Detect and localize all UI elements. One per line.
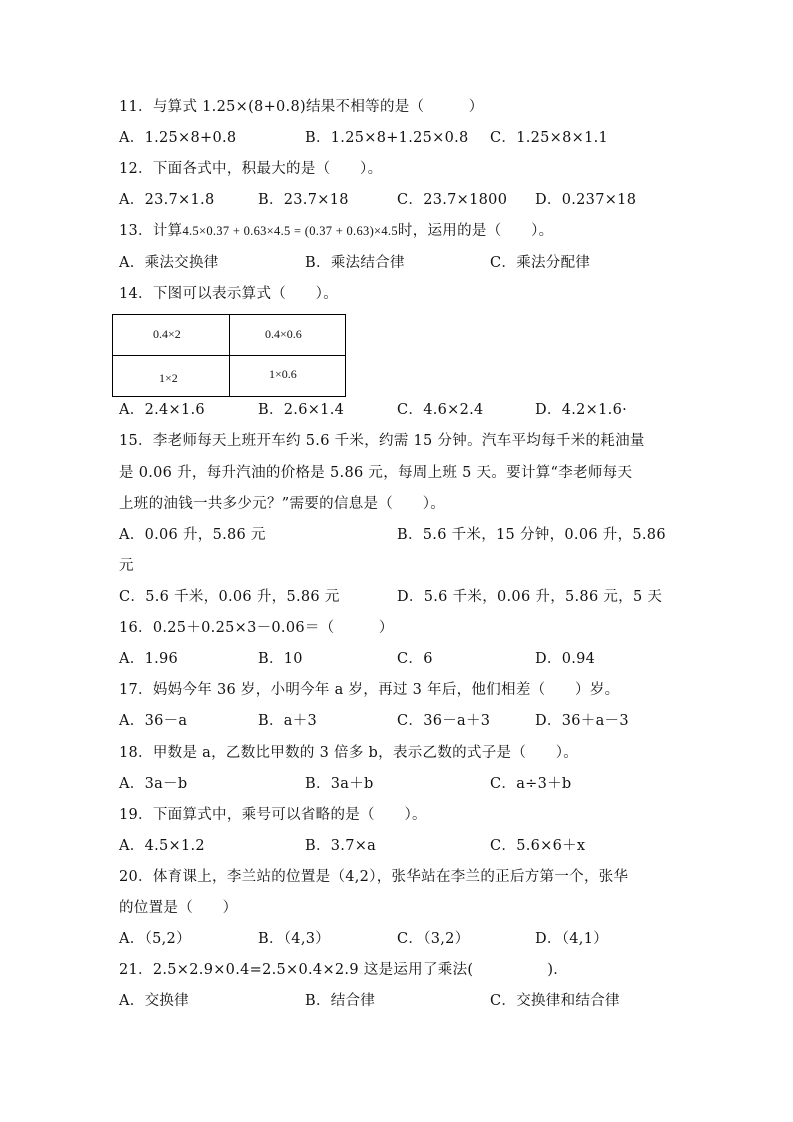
question-14-option-b[interactable]: B．2.6×1.4 [258, 402, 345, 418]
question-20-option-b[interactable]: B．（4,3） [258, 931, 331, 947]
question-13-suffix: 时，运用的是（ ）。 [397, 223, 554, 239]
question-13-option-c[interactable]: C．乘法分配律 [490, 255, 591, 271]
question-15-option-c[interactable]: C．5.6 千米，0.06 升，5.86 元 [119, 589, 340, 605]
question-20-option-a[interactable]: A．（5,2） [119, 931, 191, 947]
grid-cell-bottom-left: 1×2 [159, 371, 178, 385]
question-17-stem: 17．妈妈今年 36 岁，小明今年 a 岁，再过 3 年后，他们相差（ ）岁。 [119, 682, 620, 698]
question-18-stem: 18．甲数是 a，乙数比甲数的 3 倍多 b，表示乙数的式子是（ ）。 [119, 745, 579, 761]
question-14-option-c[interactable]: C．4.6×2.4 [397, 402, 484, 418]
question-20-stem-line-2: 的位置是（ ） [119, 900, 238, 916]
grid-horizontal-line [113, 355, 345, 356]
question-18-option-c[interactable]: C．a÷3＋b [490, 776, 572, 792]
question-13-option-a[interactable]: A．乘法交换律 [119, 255, 219, 271]
question-20-option-c[interactable]: C．（3,2） [397, 931, 470, 947]
question-16-option-b[interactable]: B．10 [258, 651, 303, 667]
question-15-stem-line-3: 上班的油钱一共多少元？”需要的信息是（ ）。 [119, 496, 446, 512]
question-12-stem: 12．下面各式中，积最大的是（ ）。 [119, 161, 383, 177]
question-19-option-b[interactable]: B．3.7×a [305, 838, 377, 854]
question-12-option-c[interactable]: C．23.7×1800 [397, 192, 508, 208]
question-17-option-d[interactable]: D．36＋a－3 [535, 713, 629, 729]
question-11-option-c[interactable]: C．1.25×8×1.1 [490, 130, 609, 146]
question-21-stem: 21．2.5×2.9×0.4=2.5×0.4×2.9 这是运用了乘法( )． [119, 962, 569, 978]
grid-cell-top-right: 0.4×0.6 [265, 327, 302, 341]
question-18-option-a[interactable]: A．3a－b [119, 776, 188, 792]
question-13-prefix: 13．计算 [119, 223, 183, 239]
question-19-option-a[interactable]: A．4.5×1.2 [119, 838, 205, 854]
question-12-option-a[interactable]: A．23.7×1.8 [119, 192, 215, 208]
question-13-stem [119, 222, 553, 240]
question-20-stem-line-1: 20．体育课上，李兰站的位置是（4,2），张华站在李兰的正后方第一个，张华 [119, 869, 629, 885]
question-13-option-b[interactable]: B．乘法结合律 [305, 255, 405, 271]
question-16-option-d[interactable]: D．0.94 [535, 651, 596, 667]
question-14-option-a[interactable]: A．2.4×1.6 [119, 402, 205, 418]
grid-cell-top-left: 0.4×2 [153, 327, 181, 341]
question-11-option-b[interactable]: B．1.25×8+1.25×0.8 [305, 130, 469, 146]
question-15-option-a[interactable]: A．0.06 升，5.86 元 [119, 527, 266, 543]
question-16-stem: 16．0.25＋0.25×3－0.06＝（ ） [119, 620, 394, 636]
question-19-option-c[interactable]: C．5.6×6＋x [490, 838, 586, 854]
question-17-option-a[interactable]: A．36－a [119, 713, 188, 729]
question-19-stem: 19．下面算式中，乘号可以省略的是（ ）。 [119, 807, 427, 823]
grid-cell-bottom-right: 1×0.6 [269, 367, 297, 381]
question-21-option-b[interactable]: B．结合律 [305, 993, 376, 1009]
question-16-option-a[interactable]: A．1.96 [119, 651, 179, 667]
question-15-option-b[interactable]: B．5.6 千米，15 分钟，0.06 升，5.86 [397, 527, 666, 543]
question-17-option-b[interactable]: B．a＋3 [258, 713, 318, 729]
question-12-option-b[interactable]: B．23.7×18 [258, 192, 349, 208]
question-21-option-c[interactable]: C．交换律和结合律 [490, 993, 620, 1009]
question-16-option-c[interactable]: C．6 [397, 651, 433, 667]
question-14-option-d[interactable]: D．4.2×1.6· [535, 402, 628, 418]
question-14-area-grid [112, 314, 346, 397]
question-15-stem-line-1: 15．李老师每天上班开车约 5.6 千米，约需 15 分钟。汽车平均每千米的耗油量 [119, 433, 645, 449]
question-14-stem: 14．下图可以表示算式（ ）。 [119, 286, 338, 302]
question-17-option-c[interactable]: C．36－a＋3 [397, 713, 491, 729]
question-11-option-a[interactable]: A．1.25×8+0.8 [119, 130, 237, 146]
question-11-stem: 11．与算式 1.25×(8+0.8)结果不相等的是（ ） [119, 99, 484, 115]
question-13-formula: 4.5×0.37 + 0.63×4.5 = (0.37 + 0.63)×4.5 [182, 224, 398, 238]
question-15-option-d[interactable]: D．5.6 千米，0.06 升，5.86 元，5 天 [397, 589, 663, 605]
question-15-option-b-wrap: 元 [119, 558, 134, 574]
question-15-stem-line-2: 是 0.06 升，每升汽油的价格是 5.86 元，每周上班 5 天。要计算“李老师每天 [119, 465, 633, 481]
question-21-option-a[interactable]: A．交换律 [119, 993, 189, 1009]
question-20-option-d[interactable]: D．（4,1） [535, 931, 609, 947]
question-12-option-d[interactable]: D．0.237×18 [535, 192, 637, 208]
question-18-option-b[interactable]: B．3a＋b [305, 776, 374, 792]
